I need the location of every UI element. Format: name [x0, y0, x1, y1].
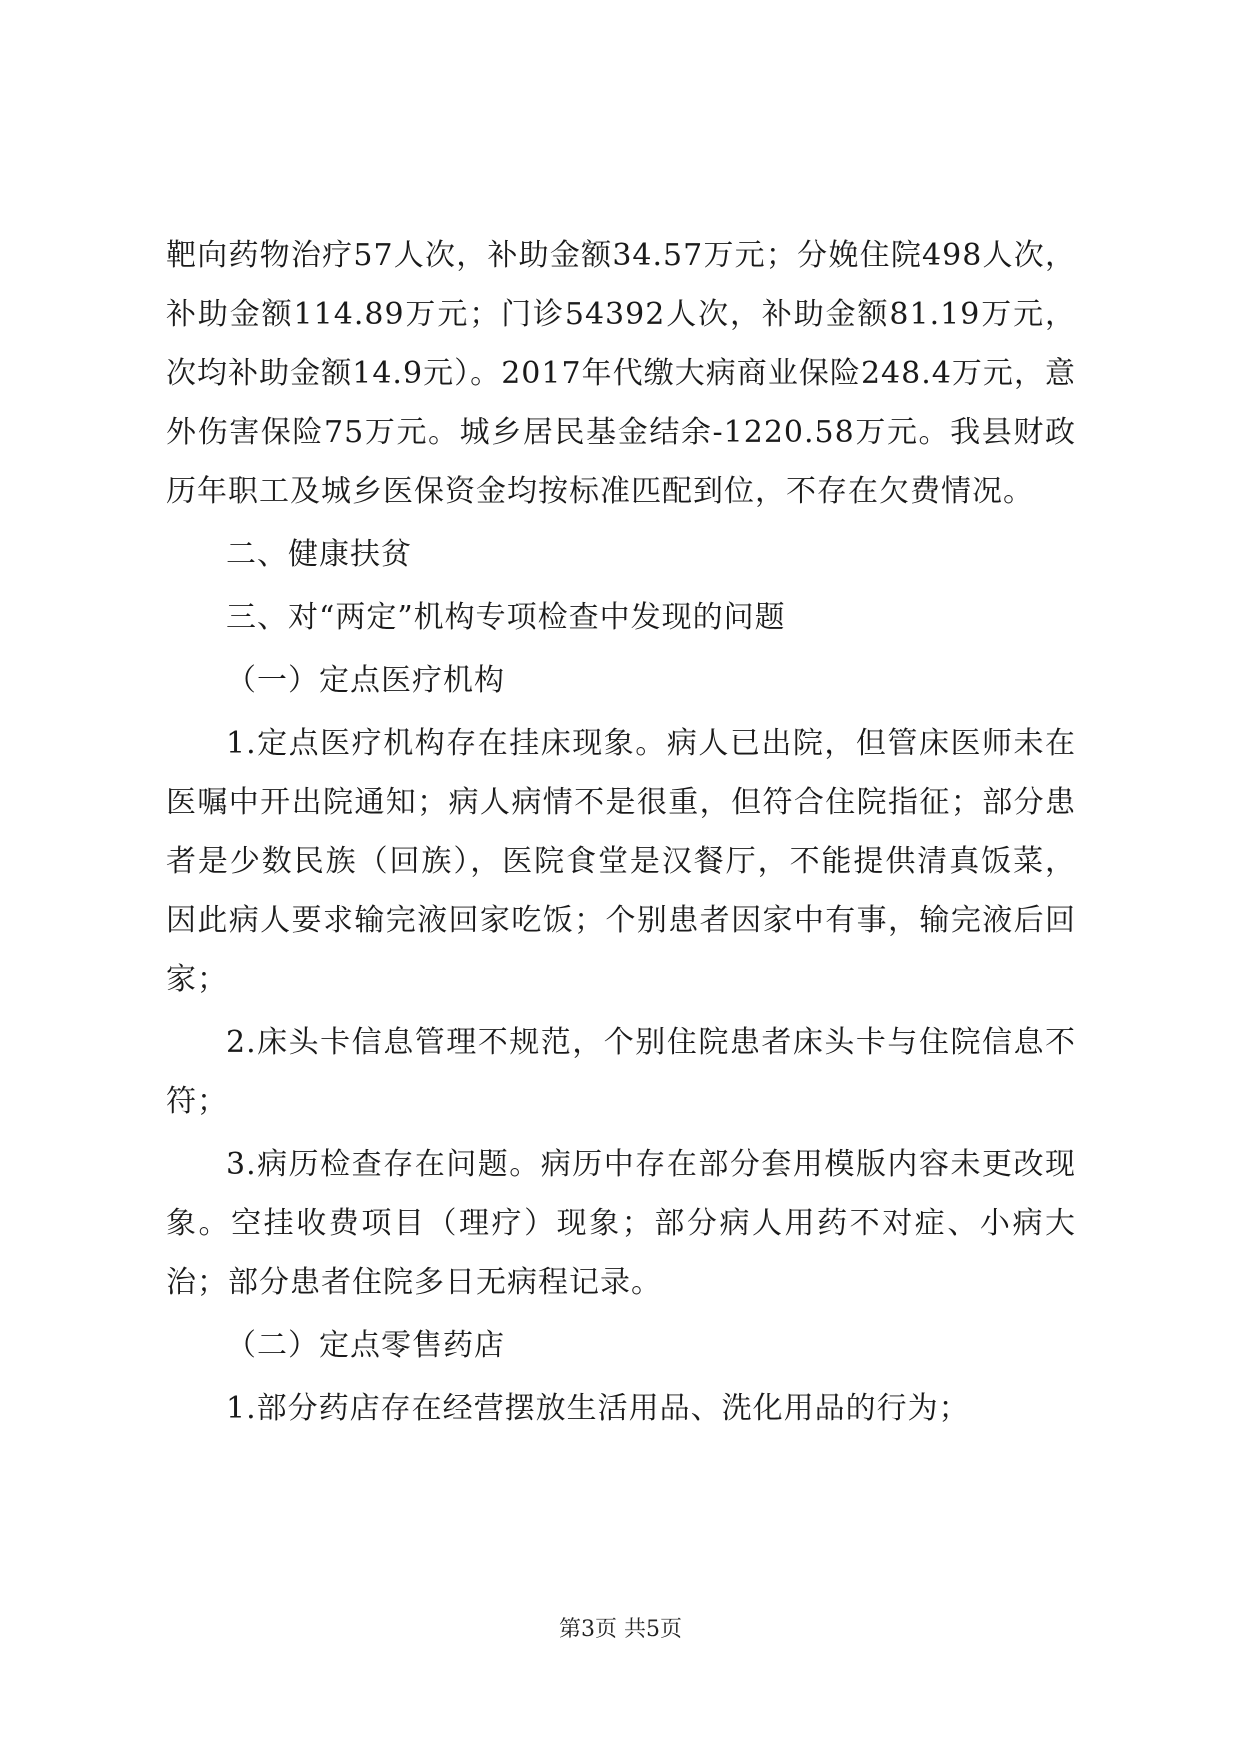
heading-health-poverty: 二、健康扶贫 [226, 537, 412, 572]
paragraph-pharmacy-issue-1: 1.部分药店存在经营摆放生活用品、洗化用品的行为； [226, 1391, 970, 1426]
paragraph-fund-summary: 靶向药物治疗57人次，补助金额34.57万元；分娩住院498人次，补助金额114.89万元；门诊54392人次，补助金额81.19万元，次均补助金额14.9元）。2017年代缴大病商业保险248.4万元，意外伤害保险75万元。城乡居民基金结余-1220.58万元。我县财政历年职工及城乡医保资金均按标准匹配到位，不存在欠费情况。 [166, 238, 1076, 509]
paragraph-issue-1: 1.定点医疗机构存在挂床现象。病人已出院，但管床医师未在医嘱中开出院通知；病人病情不是很重，但符合住院指征；部分患者是少数民族（回族），医院食堂是汉餐厅，不能提供清真饭菜，因此病人要求输完液回家吃饭；个别患者因家中有事，输完液后回家； [166, 726, 1076, 997]
paragraph-issue-3: 3.病历检查存在问题。病历中存在部分套用模版内容未更改现象。空挂收费项目（理疗）现象；部分病人用药不对症、小病大治；部分患者住院多日无病程记录。 [166, 1147, 1076, 1300]
subheading-retail-pharmacies: （二）定点零售药店 [226, 1328, 505, 1363]
heading-inspection-issues: 三、对“两定”机构专项检查中发现的问题 [226, 600, 786, 635]
subheading-medical-institutions: （一）定点医疗机构 [226, 663, 505, 698]
document-body [166, 226, 1076, 1442]
page-number-footer: 第3页 共5页 [559, 1617, 682, 1642]
paragraph-issue-2: 2.床头卡信息管理不规范，个别住院患者床头卡与住院信息不符； [166, 1025, 1076, 1119]
